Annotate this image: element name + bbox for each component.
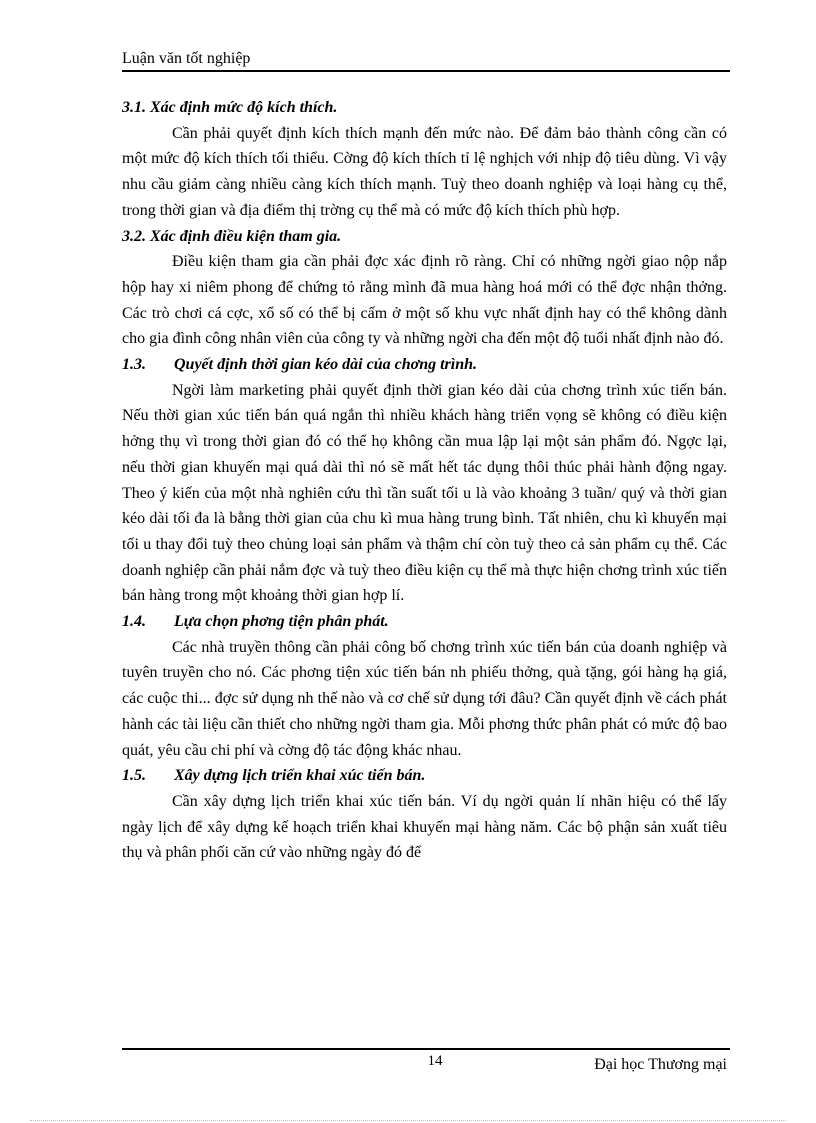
header-rule [122, 70, 730, 72]
section-title: Xây dựng lịch triển khai xúc tiến bán. [174, 767, 426, 785]
page-body [122, 95, 727, 866]
section-title: Lựa chọn phơng tiện phân phát. [174, 613, 389, 631]
footer-school-name: Đại học Thương mại [594, 1056, 727, 1073]
paragraph: Điều kiện tham gia cần phải đợc xác định rõ ràng. Chỉ có những ngời giao nộp nắp hộp hay xi niêm phong để chứng tỏ rằng mình đã mua hàng hoá mới có thể đợc nhận thởng. Các trò chơi cá cợc, xổ số có thể bị cấm ở một số khu vực nhất định hay có thể không dành cho gia đình công nhân viên của công ty và những ngời cha đến một độ tuổi nhất định nào đó. [122, 253, 727, 348]
section-number: 1.5. [122, 767, 146, 785]
section-title: Xác định điều kiện tham gia. [150, 227, 342, 245]
paragraph: Cần phải quyết định kích thích mạnh đến mức nào. Để đảm bảo thành công cần có một mức độ kích thích tối thiểu. Cờng độ kích thích tỉ lệ nghịch với nhịp độ tiêu dùng. Vì vậy nhu cầu giảm càng nhiều càng kích thích mạnh. Tuỳ theo doanh nghiệp và loại hàng cụ thể, trong thời gian và địa điểm thị trờng cụ thể mà có mức độ kích thích phù hợp. [122, 124, 727, 219]
section-heading-3-1 [122, 95, 727, 121]
page-edge-dotted-line [30, 1120, 786, 1121]
section-heading-3-2 [122, 224, 727, 250]
paragraph: Các nhà truyền thông cần phải công bố chơng trình xúc tiến bán của doanh nghiệp và tuyên truyền cho nó. Các phơng tiện xúc tiến bán nh phiếu thởng, quà tặng, gói hàng hạ giá, các cuộc thi... đợc sử dụng nh thế nào và cơ chế sử dụng tới đâu? Cần quyết định về cách phát hành các tài liệu cần thiết cho những ngời tham gia. Mỗi phơng thức phân phát có mức độ bao quát, yêu cầu chi phí và cờng độ tác động khác nhau. [122, 638, 727, 759]
section-number: 1.3. [122, 356, 146, 373]
section-heading-1-3 [122, 352, 727, 378]
section-number: 3.2. [122, 227, 146, 245]
section-heading-1-4 [122, 609, 727, 635]
footer-rule [122, 1048, 730, 1050]
section-title: Quyết định thời gian kéo dài của chơng trình. [174, 356, 478, 373]
paragraph: Cần xây dựng lịch triển khai xúc tiến bán. Ví dụ ngời quản lí nhãn hiệu có thể lấy ngày lịch để xây dựng kế hoạch triển khai khuyến mại hàng năm. Các bộ phận sản xuất tiêu thụ và phân phối căn cứ vào những ngày đó để [122, 792, 727, 862]
section-heading-1-5 [122, 763, 727, 789]
running-header: Luận văn tốt nghiệp [122, 50, 251, 67]
section-title: Xác định mức độ kích thích. [150, 99, 338, 116]
section-number: 3.1. [122, 99, 146, 116]
section-number: 1.4. [122, 613, 146, 631]
page-number: 14 [427, 1053, 443, 1069]
paragraph: Ngời làm marketing phải quyết định thời gian kéo dài của chơng trình xúc tiến bán. Nếu thời gian xúc tiến bán quá ngắn thì nhiều khách hàng triển vọng sẽ không có điều kiện hởng thụ vì trong thời gian đó có thể họ không cần mua lập lại một sản phẩm đó. Ngợc lại, nếu thời gian khuyến mại quá dài thì nó sẽ mất hết tác dụng thôi thúc phải hành động ngay. Theo ý kiến của một nhà nghiên cứu thì tần suất tối u là vào khoảng 3 tuần/ quý và thời gian kéo dài tối đa là bằng thời gian của chu kì mua hàng trung bình. Tất nhiên, chu kì khuyến mại tối u thay đổi tuỳ theo chủng loại sản phẩm và thậm chí còn tuỳ theo cả sản phẩm cụ thể. Các doanh nghiệp cần phải nắm đợc và tuỳ theo điều kiện cụ thể mà thực hiện chơng trình xúc tiến bán hàng trong một khoảng thời gian hợp lí. [122, 381, 727, 605]
